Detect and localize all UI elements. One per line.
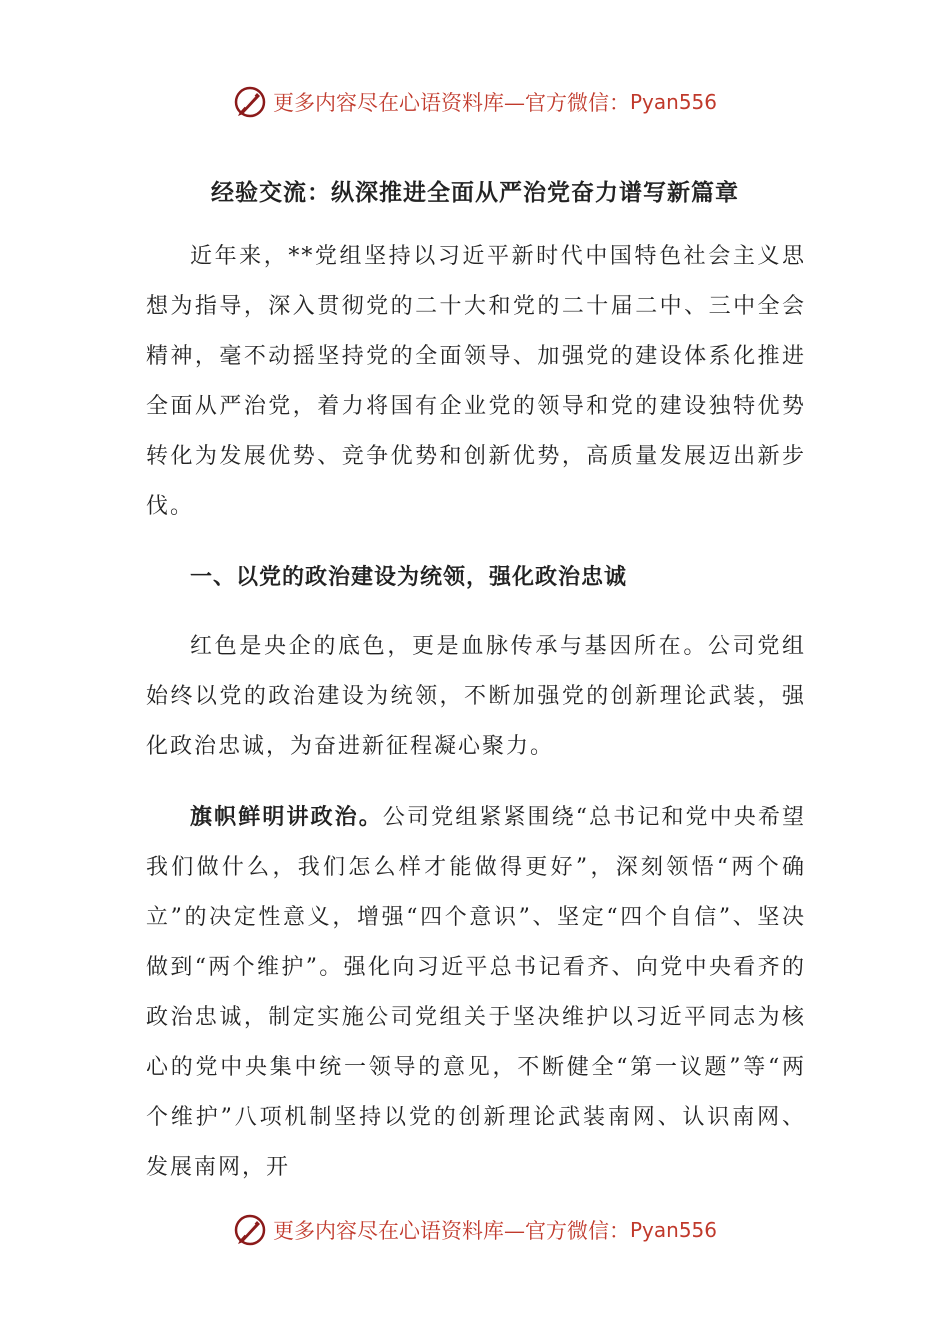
section-heading: 一、以党的政治建设为统领，强化政治忠诚 <box>190 564 628 590</box>
watermark-header <box>0 80 950 124</box>
pen-logo-icon <box>233 85 267 119</box>
watermark-code: Pyan556 <box>629 1218 717 1242</box>
watermark-code: Pyan556 <box>629 90 717 114</box>
watermark-footer <box>0 1208 950 1252</box>
paragraph-body: 公司党组紧紧围绕“总书记和党中央希望我们做什么，我们怎么样才能做得更好”，深刻领悟“两个确立”的决定性意义，增强“四个意识”、坚定“四个自信”、坚决做到“两个维护”。强化向习近平总书记看齐、向党中央看齐的政治忠诚，制定实施公司党组关于坚决维护以习近平同志为核心的党中央集中统一领导的意见，不断健全“第一议题”等“两个维护”八项机制坚持以党的创新理论武装南网、认识南网、发展南网，开 <box>146 805 806 1180</box>
watermark-text: 更多内容尽在心语资料库—官方微信： <box>272 91 630 115</box>
section-paragraph: 红色是央企的底色，更是血脉传承与基因所在。公司党组始终以党的政治建设为统领，不断加强党的创新理论武装，强化政治忠诚，为奋进新征程凝心聚力。 <box>146 634 806 759</box>
watermark-text: 更多内容尽在心语资料库—官方微信： <box>272 1219 630 1243</box>
document-body <box>146 232 806 1193</box>
document-title: 经验交流：纵深推进全面从严治党奋力谱写新篇章 <box>211 179 739 206</box>
intro-paragraph: 近年来，**党组坚持以习近平新时代中国特色社会主义思想为指导，深入贯彻党的二十大和党的二十届二中、三中全会精神，毫不动摇坚持党的全面领导、加强党的建设体系化推进全面从严治党，着力将国有企业党的领导和党的建设独特优势转化为发展优势、竞争优势和创新优势，高质量发展迈出新步伐。 <box>146 244 806 519</box>
section-body-paragraph <box>146 792 806 1193</box>
pen-logo-icon <box>233 1213 267 1247</box>
paragraph-lead: 旗帜鲜明讲政治。 <box>190 804 383 830</box>
